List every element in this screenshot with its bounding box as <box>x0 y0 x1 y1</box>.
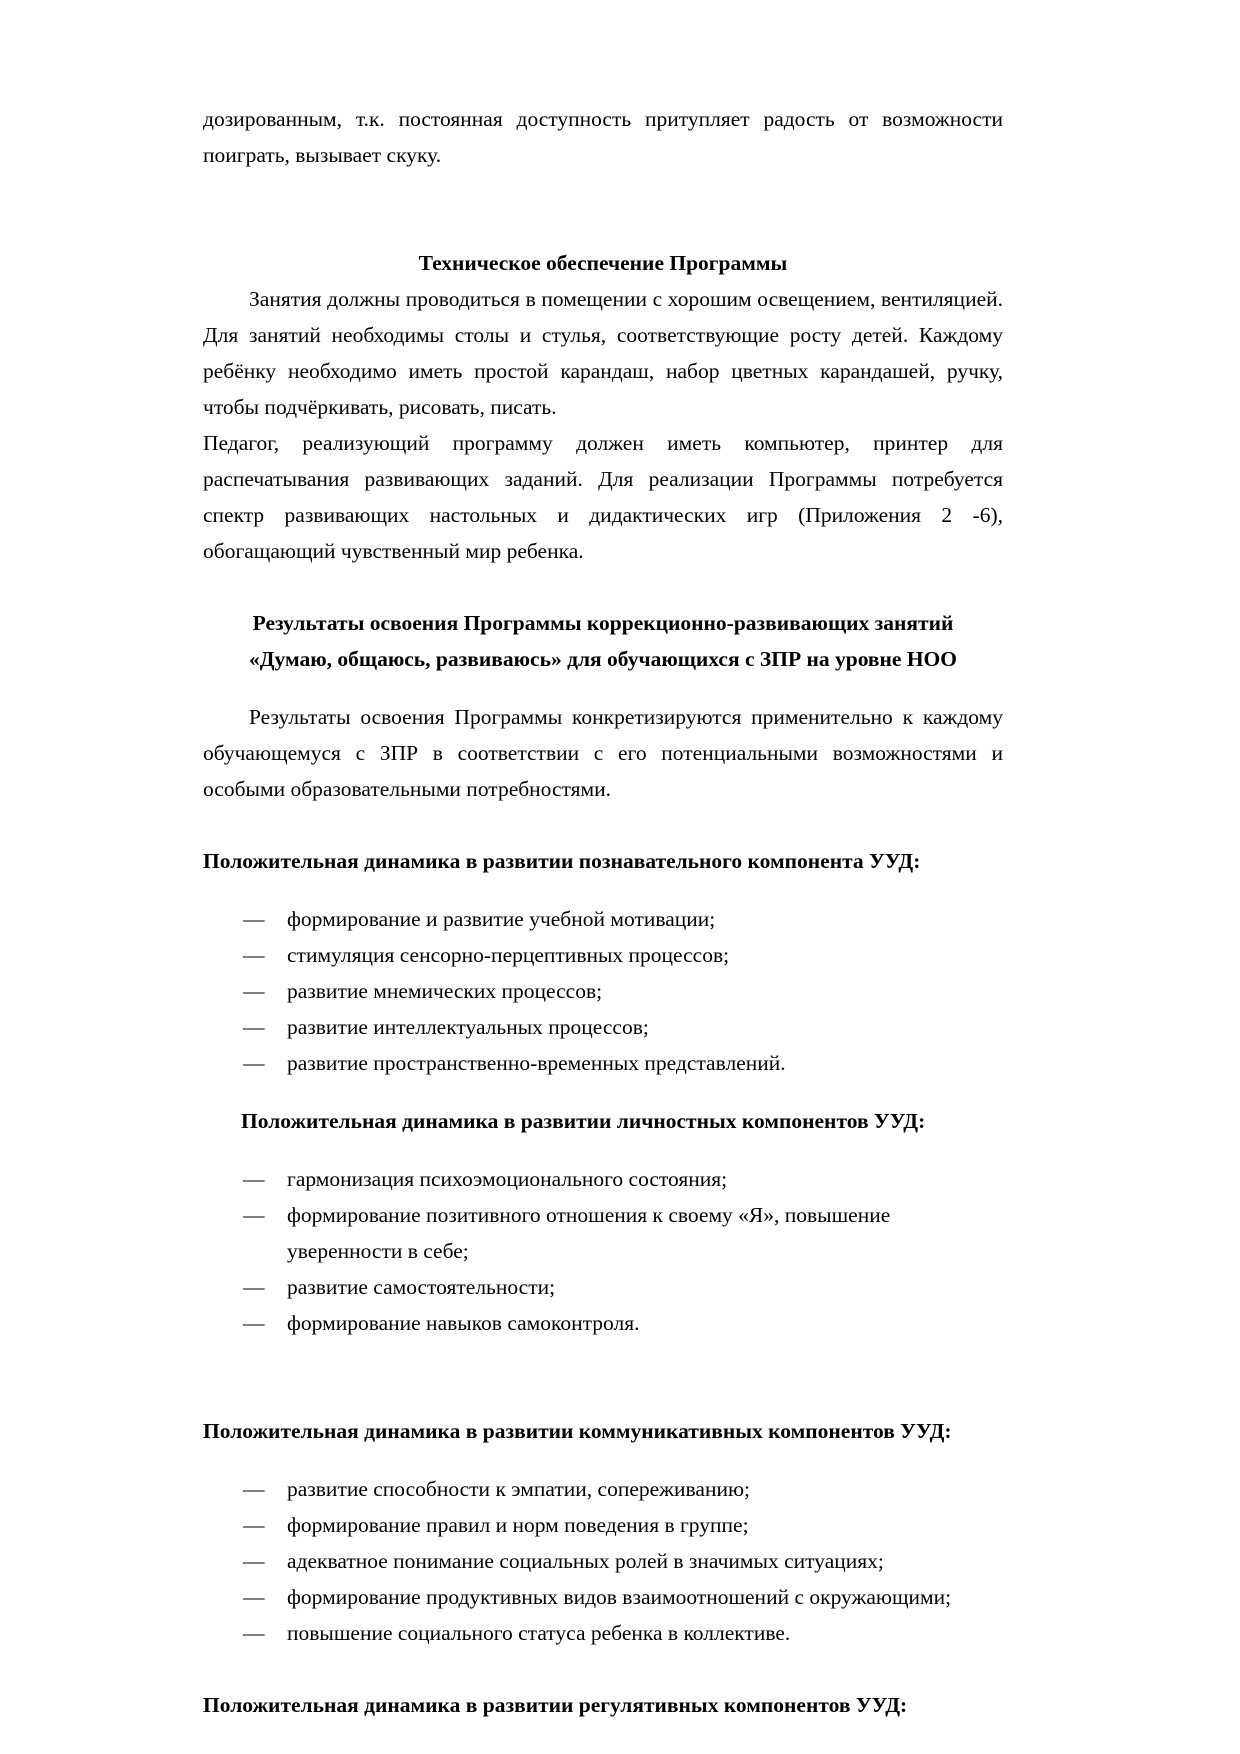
spacer <box>203 173 1003 245</box>
paragraph-intro-continuation: дозированным, т.к. постоянная доступность притупляет радость от возможности поиграть, вызывает скуку. <box>203 107 1003 167</box>
spacer <box>203 1449 1003 1471</box>
page-content <box>203 101 1003 1723</box>
list-item <box>203 1009 1003 1045</box>
dash-marker-icon: — <box>243 1513 265 1537</box>
dash-marker-icon: — <box>243 1585 265 1609</box>
dash-marker-icon: — <box>243 907 265 931</box>
dash-marker-icon: — <box>243 1167 265 1191</box>
list-item <box>203 1161 1003 1197</box>
list-item-label: развитие интеллектуальных процессов; <box>287 1015 649 1039</box>
list-item-label: формирование и развитие учебной мотивации; <box>287 907 716 931</box>
spacer <box>203 879 1003 901</box>
paragraph-technical-2: Педагог, реализующий программу должен иметь компьютер, принтер для распечатывания развивающих заданий. Для реализации Программы потребуется спектр развивающих настольных и дидактических игр (Приложения 2 -6), обогащающий чувственный мир ребенка. <box>203 431 1003 563</box>
dash-marker-icon: — <box>243 1203 265 1227</box>
heading-cognitive-component: Положительная динамика в развитии познавательного компонента УУД: <box>203 849 921 873</box>
list-item-label: формирование навыков самоконтроля. <box>287 1311 640 1335</box>
list-item <box>203 1269 1003 1305</box>
list-item-label: развитие самостоятельности; <box>287 1275 556 1299</box>
heading-personal-component: Положительная динамика в развитии личностных компонентов УУД: <box>241 1109 926 1133</box>
heading-results-line-1: Результаты освоения Программы коррекционно-развивающих занятий <box>252 611 954 635</box>
list-item-label: развитие пространственно-временных представлений. <box>287 1051 786 1075</box>
heading-technical-support: Техническое обеспечение Программы <box>418 251 788 275</box>
list-item <box>203 901 1003 937</box>
list-item-label: развитие мнемических процессов; <box>287 979 603 1003</box>
list-item-label: адекватное понимание социальных ролей в значимых ситуациях; <box>287 1549 884 1573</box>
dash-marker-icon: — <box>243 1477 265 1501</box>
dash-marker-icon: — <box>243 1015 265 1039</box>
list-item <box>203 1615 1003 1651</box>
list-item <box>203 1543 1003 1579</box>
spacer <box>203 1341 1003 1413</box>
list-item <box>203 1305 1003 1341</box>
list-item <box>203 1507 1003 1543</box>
list-item-label: стимуляция сенсорно-перцептивных процессов; <box>287 943 730 967</box>
list-item-label: повышение социального статуса ребенка в коллективе. <box>287 1621 791 1645</box>
heading-communicative-component: Положительная динамика в развитии коммуникативных компонентов УУД: <box>203 1419 952 1443</box>
list-item-label: гармонизация психоэмоционального состояния; <box>287 1167 728 1191</box>
dash-marker-icon: — <box>243 943 265 967</box>
list-personal <box>203 1161 1003 1341</box>
list-item-label: формирование правил и норм поведения в группе; <box>287 1513 749 1537</box>
dash-marker-icon: — <box>243 1051 265 1075</box>
list-item-label: формирование продуктивных видов взаимоотношений с окружающими; <box>287 1585 952 1609</box>
list-item <box>203 1471 1003 1507</box>
list-item <box>203 1197 1003 1269</box>
dash-marker-icon: — <box>243 1275 265 1299</box>
list-item <box>203 973 1003 1009</box>
spacer <box>203 1139 1003 1161</box>
spacer <box>203 677 1003 699</box>
list-item-label: развитие способности к эмпатии, сопереживанию; <box>287 1477 751 1501</box>
list-communicative <box>203 1471 1003 1651</box>
dash-marker-icon: — <box>243 1549 265 1573</box>
spacer <box>203 1081 1003 1103</box>
dash-marker-icon: — <box>243 1311 265 1335</box>
paragraph-results-1: Результаты освоения Программы конкретизируются применительно к каждому обучающемуся с ЗПР в соответствии с его потенциальными возможностями и особыми образовательными потребностями. <box>203 705 1003 801</box>
list-item-label: формирование позитивного отношения к своему «Я», повышение уверенности в себе; <box>287 1203 891 1263</box>
spacer <box>203 1651 1003 1687</box>
spacer <box>203 569 1003 605</box>
list-item <box>203 1579 1003 1615</box>
dash-marker-icon: — <box>243 1621 265 1645</box>
spacer <box>203 807 1003 843</box>
dash-marker-icon: — <box>243 979 265 1003</box>
heading-regulative-component: Положительная динамика в развитии регулятивных компонентов УУД: <box>203 1693 908 1717</box>
heading-results-line-2: «Думаю, общаюсь, развиваюсь» для обучающихся с ЗПР на уровне НОО <box>248 647 958 671</box>
list-item <box>203 1045 1003 1081</box>
paragraph-technical-1: Занятия должны проводиться в помещении с хорошим освещением, вентиляцией. Для занятий необходимы столы и стулья, соответствующие росту детей. Каждому ребёнку необходимо иметь простой карандаш, набор цветных карандашей, ручку, чтобы подчёркивать, рисовать, писать. <box>203 287 1003 419</box>
list-cognitive <box>203 901 1003 1081</box>
list-item <box>203 937 1003 973</box>
